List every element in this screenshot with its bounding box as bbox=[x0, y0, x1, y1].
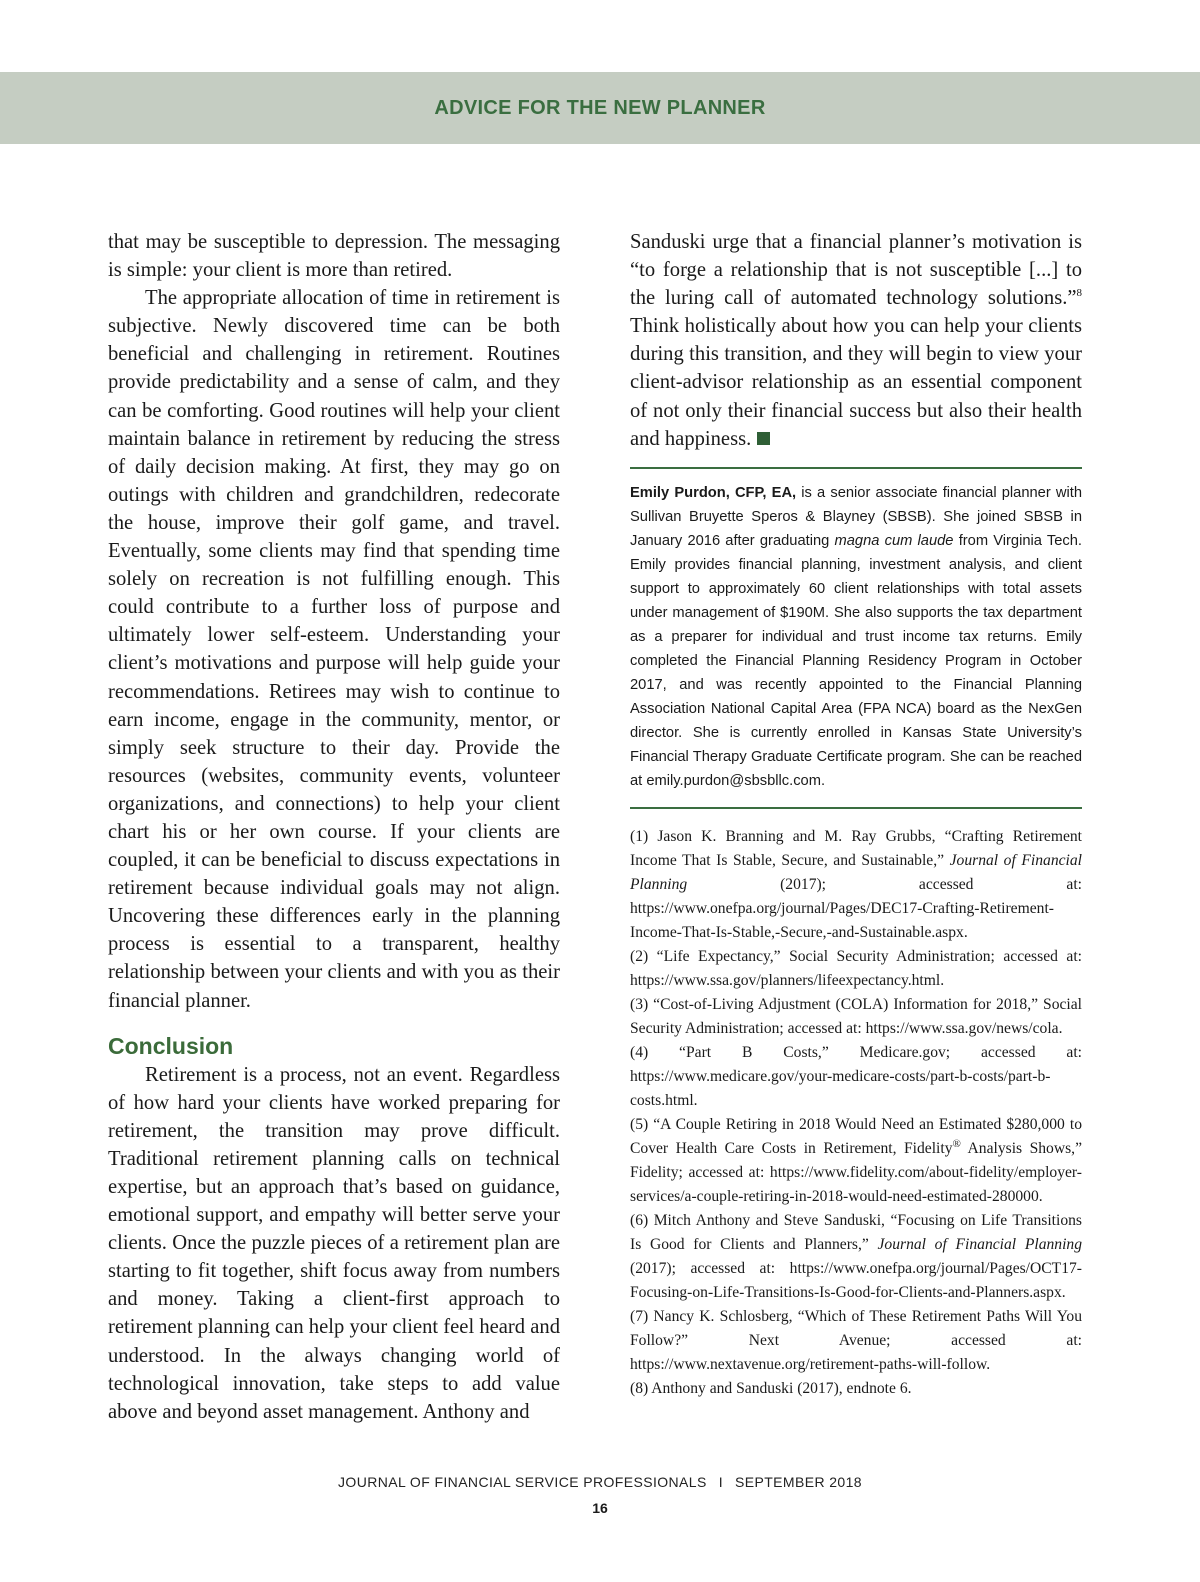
text: (2) “Life Expectancy,” Social Security Administration; accessed at: https://www.ssa.gov/planners/lifeexpectancy.html. bbox=[630, 947, 1082, 989]
text: Journal of Financial Planning bbox=[877, 1235, 1083, 1253]
author-bio bbox=[630, 481, 1082, 793]
text: (3) “Cost-of-Living Adjustment (COLA) Information for 2018,” Social Security Administration; accessed at: https://www.ssa.gov/news/cola. bbox=[630, 995, 1082, 1037]
paragraph: Retirement is a process, not an event. Regardless of how hard your clients have worked preparing for retirement, the transition may prove difficult. Traditional retirement planning calls on technical expertise, but an approach that’s based on guidance, emotional support, and empathy will better serve your clients. Once the puzzle pieces of a retirement plan are starting to fit together, shift focus away from numbers and money. Taking a client-first approach to retirement planning can help your client feel heard and understood. In the always changing world of technological innovation, take steps to add value above and beyond asset management. Anthony and bbox=[108, 1063, 560, 1423]
endnote bbox=[630, 945, 1082, 993]
divider bbox=[630, 807, 1082, 809]
text: (7) Nancy K. Schlosberg, “Which of These Retirement Paths Will You Follow?” Next Avenue; accessed at: https://www.nextavenue.org/retirement-paths-will-follow. bbox=[630, 1307, 1082, 1373]
text: Think holistically about how you can help your clients during this transition, and they will begin to view your client-advisor relationship as an essential component of not only their financial success but also their health and happiness. bbox=[630, 315, 1082, 450]
text: (4) “Part B Costs,” Medicare.gov; accessed at: https://www.medicare.gov/your-medicare-costs/part-b-costs/part-b-costs.html. bbox=[630, 1043, 1082, 1109]
section-title: ADVICE FOR THE NEW PLANNER bbox=[434, 96, 766, 119]
left-column bbox=[108, 228, 560, 1426]
text: (8) Anthony and Sanduski (2017), endnote 6. bbox=[630, 1379, 912, 1397]
text: (2017); accessed at: https://www.onefpa.org/journal/Pages/OCT17-Focusing-on-Life-Transitions-Is-Good-for-Clients-and-Planners.aspx. bbox=[630, 1259, 1082, 1301]
journal-name: JOURNAL OF FINANCIAL SERVICE PROFESSIONALS bbox=[338, 1474, 707, 1490]
paragraph: The appropriate allocation of time in retirement is subjective. Newly discovered time can be both beneficial and challenging in retirement. Routines provide predictability and a sense of calm, and they can be comforting. Good routines will help your client maintain balance in retirement by reducing the stress of daily decision making. At first, they may go on outings with children and grandchildren, redecorate the house, improve their golf game, and travel. Eventually, some clients may find that spending time solely on recreation is not fulfilling enough. This could contribute to a further loss of purpose and ultimately lower self-esteem. Understanding your client’s motivations and purpose will help guide your recommendations. Retirees may wish to continue to earn income, engage in the community, mentor, or simply seek structure to their day. Provide the resources (websites, community events, volunteer organizations, and connections) to help your client chart his or her own course. If your clients are coupled, it can be beneficial to discuss expectations in retirement because individual goals may not align. Uncovering these differences early in the planning process is essential to a transparent, healthy relationship between your clients and with you as their financial planner. bbox=[108, 287, 560, 1012]
text: is a senior associate financial planner with Sullivan Bruyette Speros & Blayney (SBSB). She joined SBSB in January 2016 after graduating bbox=[630, 484, 1082, 549]
text: (1) Jason K. Branning and M. Ray Grubbs, “Crafting Retirement Income That Is Stable, Secure, and Sustainable,” bbox=[630, 827, 1082, 869]
endnote bbox=[630, 1041, 1082, 1113]
issue-date: SEPTEMBER 2018 bbox=[735, 1474, 862, 1490]
conclusion-heading: Conclusion bbox=[108, 1032, 234, 1059]
endnote bbox=[630, 993, 1082, 1041]
paragraph: that may be susceptible to depression. The messaging is simple: your client is more than retired. bbox=[108, 231, 560, 282]
section-header-band bbox=[0, 72, 1200, 144]
endnote bbox=[630, 1113, 1082, 1209]
text: Analysis Shows,” Fidelity; accessed at: https://www.fidelity.com/about-fidelity/employer-services/a-couple-retiring-in-2018-would-need-estimated-280000. bbox=[630, 1139, 1082, 1205]
page-footer bbox=[0, 1474, 1200, 1490]
right-column bbox=[630, 228, 1082, 1401]
text: from Virginia Tech. Emily provides financial planning, investment analysis, and client support to approximately 60 client relationships with total assets under management of $190M. She also supports the tax department as a preparer for individual and trust income tax returns. Emily completed the Financial Planning Residency Program in October 2017, and was recently appointed to the Financial Planning Association National Capital Area (FPA NCA) board as the NexGen director. She is currently enrolled in Kansas State University’s Financial Therapy Graduate Certificate program. She can be reached at emily.purdon@sbsbllc.com. bbox=[630, 532, 1082, 789]
page-number: 16 bbox=[592, 1500, 608, 1516]
text: (5) “A Couple Retiring in 2018 Would Need an Estimated $280,000 to Cover Health Care Costs in Retirement, Fidelity bbox=[630, 1115, 1082, 1157]
endnote bbox=[630, 1209, 1082, 1305]
endnote bbox=[630, 825, 1082, 945]
endnote-ref: 8 bbox=[1076, 287, 1082, 300]
text: Journal of Financial Planning bbox=[630, 851, 1082, 893]
endnote bbox=[630, 1305, 1082, 1377]
footer-separator: I bbox=[718, 1474, 723, 1490]
text: (2017); accessed at: https://www.onefpa.org/journal/Pages/DEC17-Crafting-Retirement-Income-That-Is-Stable,-Secure,-and-Sustainable.aspx. bbox=[630, 875, 1082, 941]
divider bbox=[630, 467, 1082, 469]
text: Sanduski urge that a financial planner’s motivation is “to forge a relationship that is not susceptible [...] to the luring call of automated technology solutions.” bbox=[630, 231, 1082, 310]
text: (6) Mitch Anthony and Steve Sanduski, “Focusing on Life Transitions Is Good for Clients and Planners,” bbox=[630, 1211, 1082, 1253]
registered-mark: ® bbox=[952, 1137, 961, 1150]
endnotes bbox=[630, 825, 1082, 1401]
paragraph bbox=[630, 228, 1082, 453]
text: magna cum laude bbox=[834, 532, 954, 549]
author-name: Emily Purdon, CFP, EA, bbox=[630, 484, 797, 501]
endnote bbox=[630, 1377, 1082, 1401]
end-mark-square-icon bbox=[757, 432, 770, 445]
